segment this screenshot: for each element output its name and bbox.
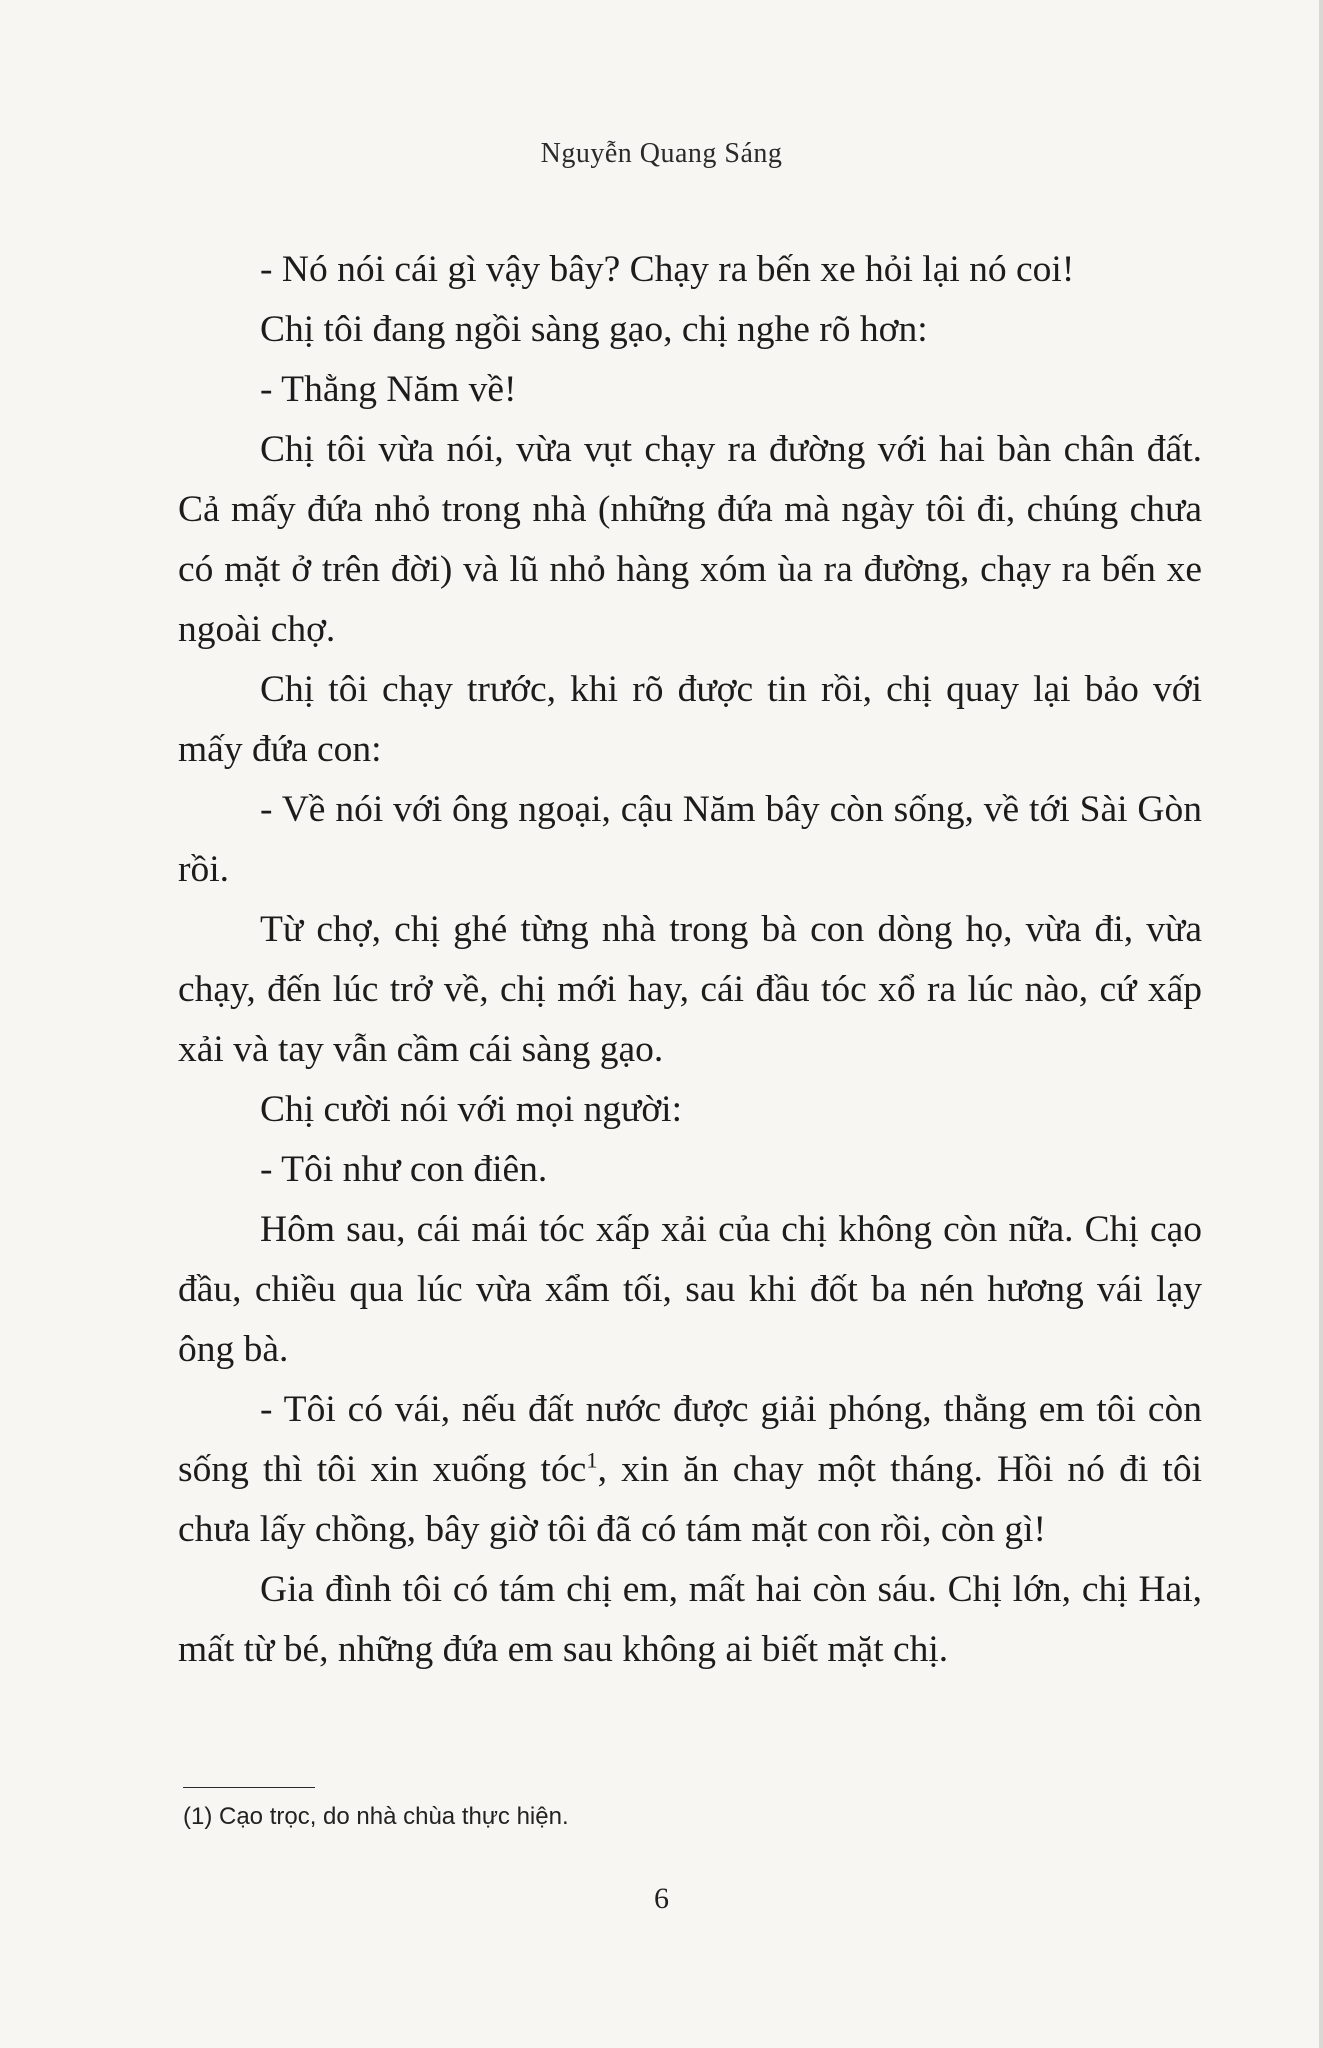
footnote-divider (183, 1787, 315, 1788)
paragraph-text-before-note: - Tôi có vái, nếu đất nước được giải phóng, thằng em tôi còn sống thì tôi xin xuống tóc (178, 1389, 1202, 1490)
paragraph: - Tôi như con điên. (260, 1149, 548, 1190)
paragraph: Chị cười nói với mọi người: (260, 1089, 683, 1130)
paragraph: - Thằng Năm về! (260, 369, 517, 410)
paragraph: - Về nói với ông ngoại, cậu Năm bây còn sống, về tới Sài Gòn rồi. (178, 789, 1202, 890)
running-header: Nguyễn Quang Sáng (540, 138, 783, 169)
paragraph-with-footnote (178, 1380, 1202, 1560)
paragraph: Chị tôi vừa nói, vừa vụt chạy ra đường với hai bàn chân đất. Cả mấy đứa nhỏ trong nhà (những đứa mà ngày tôi đi, chúng chưa có mặt ở trên đời) và lũ nhỏ hàng xóm ùa ra đường, chạy ra bến xe ngoài chợ. (178, 429, 1202, 650)
paragraph: Gia đình tôi có tám chị em, mất hai còn sáu. Chị lớn, chị Hai, mất từ bé, những đứa em sau không ai biết mặt chị. (178, 1569, 1202, 1670)
paragraph: Hôm sau, cái mái tóc xấp xải của chị không còn nữa. Chị cạo đầu, chiều qua lúc vừa xẩm tối, sau khi đốt ba nén hương vái lạy ông bà. (178, 1209, 1202, 1370)
paragraph: Chị tôi chạy trước, khi rõ được tin rồi, chị quay lại bảo với mấy đứa con: (178, 669, 1202, 770)
paragraph: - Nó nói cái gì vậy bây? Chạy ra bến xe hỏi lại nó coi! (260, 249, 1075, 290)
paragraph: Chị tôi đang ngồi sàng gạo, chị nghe rõ hơn: (260, 309, 928, 350)
paragraph: Từ chợ, chị ghé từng nhà trong bà con dòng họ, vừa đi, vừa chạy, đến lúc trở về, chị mới hay, cái đầu tóc xổ ra lúc nào, cứ xấp xải và tay vẫn cầm cái sàng gạo. (178, 909, 1202, 1070)
paragraph-text-after-note: , xin ăn chay một tháng. Hồi nó đi tôi chưa lấy chồng, bây giờ tôi đã có tám mặt con rồi, còn gì! (178, 1449, 1203, 1550)
body-text (178, 240, 1202, 1680)
page-edge (1319, 0, 1323, 2048)
footnote-marker: 1 (586, 1447, 598, 1473)
page-number: 6 (654, 1882, 669, 1915)
footnote: (1) Cạo trọc, do nhà chùa thực hiện. (183, 1803, 569, 1830)
